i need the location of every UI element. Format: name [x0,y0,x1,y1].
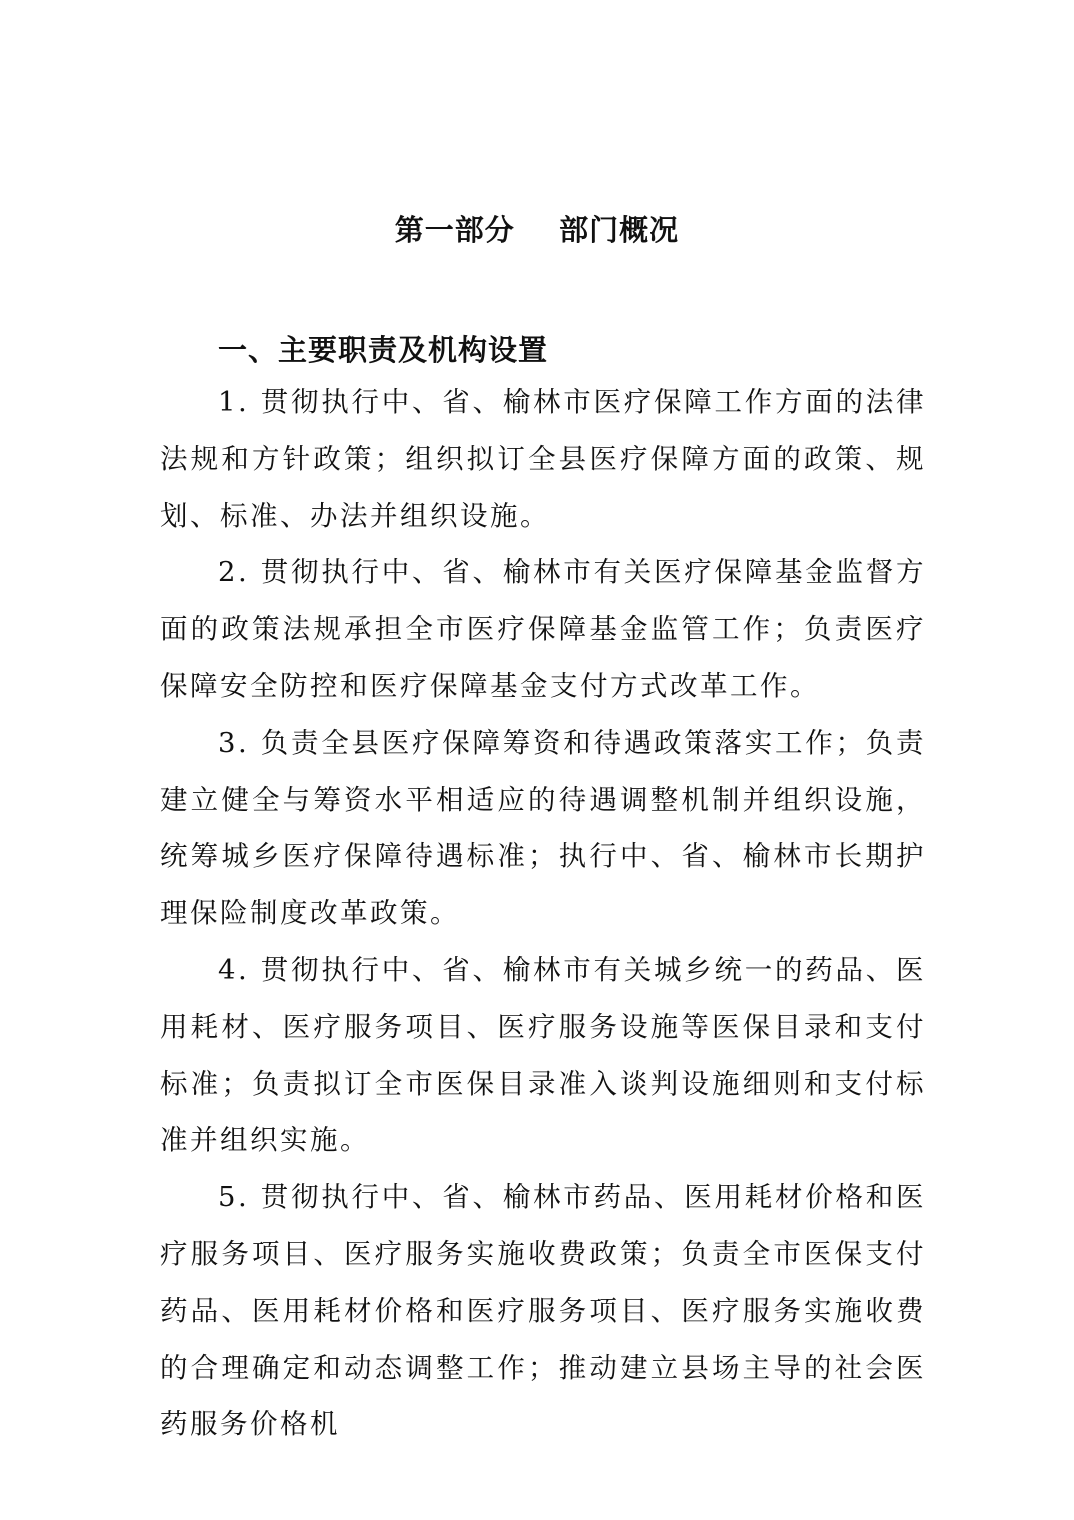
part-title: 第一部分 部门概况 [394,213,680,247]
duty-paragraph-5: 5. 贯彻执行中、省、榆林市药品、医用耗材价格和医疗服务项目、医疗服务实施收费政策；负责全市医保支付药品、医用耗材价格和医疗服务项目、医疗服务实施收费的合理确定和动态调整工作；推动建立县场主导的社会医药服务价格机 [160,1181,926,1441]
duty-paragraph-4: 4. 贯彻执行中、省、榆林市有关城乡统一的药品、医用耗材、医疗服务项目、医疗服务设施等医保目录和支付标准；负责拟订全市医保目录准入谈判设施细则和支付标准并组织实施。 [160,953,926,1157]
duty-paragraph-1: 1. 贯彻执行中、省、榆林市医疗保障工作方面的法律法规和方针政策；组织拟订全县医疗保障方面的政策、规划、标准、办法并组织设施。 [160,386,926,532]
duties-list [160,374,926,1453]
duty-paragraph-2: 2. 贯彻执行中、省、榆林市有关医疗保障基金监督方面的政策法规承担全市医疗保障基金监管工作；负责医疗保障安全防控和医疗保障基金支付方式改革工作。 [160,556,926,702]
section-heading: 一、主要职责及机构设置 [218,333,549,367]
duty-paragraph-3: 3. 负责全县医疗保障筹资和待遇政策落实工作；负责建立健全与筹资水平相适应的待遇调整机制并组织设施，统筹城乡医疗保障待遇标准；执行中、省、榆林市长期护理保险制度改革政策。 [160,726,926,930]
